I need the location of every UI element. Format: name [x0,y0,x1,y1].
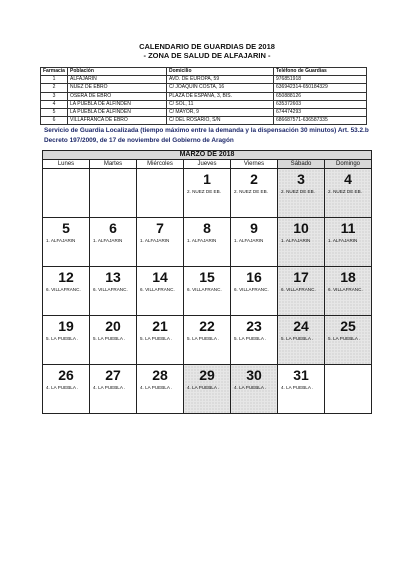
pharmacy-cell: C/ SOL, 11 [167,100,274,108]
on-duty-pharmacy: 6. VILLAFRANC. [281,287,316,292]
pharmacy-cell: ALFAJARIN [68,76,167,84]
calendar-day-cell [278,218,325,267]
calendar-day-cell [137,169,184,218]
calendar-day-cell [43,267,90,316]
on-duty-pharmacy: 2. NUEZ DE EB. [328,189,362,194]
day-number: 29 [199,367,215,383]
pharmacy-row [41,84,367,92]
calendar-day-cell [137,218,184,267]
on-duty-pharmacy: 5. LA PUEBLA . [187,336,220,341]
weekday-header: Domingo [325,160,372,169]
guard-service-note: Servicio de Guardia Localizada (tiempo máximo entre la demanda y la dispensación 30 minutos) Art. 53.2.b [44,127,369,134]
day-number: 17 [293,269,309,285]
weekday-header: Sábado [278,160,325,169]
on-duty-pharmacy: 4. LA PUEBLA . [46,385,79,390]
calendar-day-cell [231,365,278,414]
calendar-day-cell [137,365,184,414]
on-duty-pharmacy: 1. ALFAJARIN [234,238,264,243]
day-number: 24 [293,318,309,334]
day-number: 3 [297,171,305,187]
pharmacy-cell: C/ MAYOR, 9 [167,108,274,116]
day-number: 1 [203,171,211,187]
pharmacy-cell: LA PUEBLA DE ALFINDEN [68,100,167,108]
calendar-day-cell [137,316,184,365]
pharmacy-cell: 6 [41,117,68,125]
pharmacy-cell: 686687571-636587335 [274,117,367,125]
calendar-day-cell [90,267,137,316]
day-number: 4 [344,171,352,187]
pharmacy-cell: 650888126 [274,92,367,100]
on-duty-pharmacy: 1. ALFAJARIN [46,238,76,243]
document-title: CALENDARIO DE GUARDIAS DE 2018 [139,42,275,51]
calendar-day-cell [43,365,90,414]
pharmacy-row [41,108,367,116]
calendar-day-cell [278,365,325,414]
decree-note: Decreto 197/2009, de 17 de noviembre del Gobierno de Aragón [44,137,234,144]
day-number: 30 [246,367,262,383]
calendar-day-cell [90,218,137,267]
on-duty-pharmacy: 4. LA PUEBLA . [140,385,173,390]
day-number: 13 [105,269,121,285]
on-duty-pharmacy: 6. VILLAFRANC. [328,287,363,292]
on-duty-pharmacy: 4. LA PUEBLA . [281,385,314,390]
calendar-week [43,365,372,414]
day-number: 9 [250,220,258,236]
calendar-day-cell [231,267,278,316]
day-number: 6 [109,220,117,236]
calendar-week [43,169,372,218]
weekday-header: Lunes [43,160,90,169]
day-number: 10 [293,220,309,236]
calendar-day-cell [278,267,325,316]
pharmacy-cell: 636942314-650184329 [274,84,367,92]
on-duty-pharmacy: 6. VILLAFRANC. [93,287,128,292]
calendar-day-cell [184,267,231,316]
day-number: 12 [58,269,74,285]
column-header: Teléfono de Guardias [274,68,367,76]
calendar-day-cell [184,365,231,414]
calendar-week [43,316,372,365]
calendar-week [43,267,372,316]
calendar-day-cell [184,316,231,365]
on-duty-pharmacy: 2. NUEZ DE EB. [187,189,221,194]
calendar-day-cell [137,267,184,316]
pharmacy-cell: NUEZ DE EBRO [68,84,167,92]
pharmacy-cell: 4 [41,100,68,108]
on-duty-pharmacy: 2. NUEZ DE EB. [234,189,268,194]
day-number: 7 [156,220,164,236]
pharmacy-cell: 5 [41,108,68,116]
day-number: 2 [250,171,258,187]
day-number: 21 [152,318,168,334]
on-duty-pharmacy: 1. ALFAJARIN [93,238,123,243]
pharmacy-cell: 1 [41,76,68,84]
day-number: 27 [105,367,121,383]
day-number: 11 [340,220,356,236]
on-duty-pharmacy: 6. VILLAFRANC. [46,287,81,292]
calendar-day-cell [231,218,278,267]
day-number: 28 [152,367,168,383]
pharmacy-cell: 3 [41,92,68,100]
day-number: 8 [203,220,211,236]
day-number: 31 [293,367,309,383]
pharmacy-cell: AVD. DE EUROPA, 59 [167,76,274,84]
on-duty-pharmacy: 5. LA PUEBLA . [93,336,126,341]
on-duty-pharmacy: 5. LA PUEBLA . [140,336,173,341]
column-header: Farmacia [41,68,68,76]
pharmacy-cell: 976851918 [274,76,367,84]
weekday-header: Jueves [184,160,231,169]
calendar-day-cell [231,316,278,365]
pharmacy-row [41,100,367,108]
pharmacy-cell: C/ JOAQUIN COSTA, 16 [167,84,274,92]
pharmacy-cell: OSERA DE EBRO [68,92,167,100]
on-duty-pharmacy: 1. ALFAJARIN [187,238,217,243]
on-duty-pharmacy: 5. LA PUEBLA . [234,336,267,341]
on-duty-pharmacy: 5. LA PUEBLA . [281,336,314,341]
calendar-day-cell [43,316,90,365]
on-duty-pharmacy: 5. LA PUEBLA . [46,336,79,341]
calendar-day-cell [278,316,325,365]
calendar-day-cell [325,267,372,316]
pharmacy-table [40,67,367,125]
calendar-day-cell [184,218,231,267]
weekday-header: Viernes [231,160,278,169]
pharmacy-row [41,117,367,125]
on-duty-pharmacy: 6. VILLAFRANC. [187,287,222,292]
on-duty-pharmacy: 1. ALFAJARIN [328,238,358,243]
day-number: 16 [246,269,262,285]
day-number: 20 [105,318,121,334]
calendar-day-cell [90,365,137,414]
on-duty-pharmacy: 2. NUEZ DE EB. [281,189,315,194]
day-number: 14 [152,269,168,285]
calendar-day-cell [43,169,90,218]
month-label: MARZO DE 2018 [43,151,372,160]
day-number: 23 [246,318,262,334]
day-number: 15 [199,269,215,285]
pharmacy-cell: 674474293 [274,108,367,116]
calendar-day-cell [231,169,278,218]
pharmacy-cell: C/ DEL ROSARIO, S/N [167,117,274,125]
on-duty-pharmacy: 4. LA PUEBLA . [93,385,126,390]
column-header: Domicilio [167,68,274,76]
day-number: 25 [340,318,356,334]
pharmacy-cell: PLAZA DE ESPAÑA, 3, BIS. [167,92,274,100]
pharmacy-cell: LA PUEBLA DE ALFINDEN [68,108,167,116]
on-duty-pharmacy: 4. LA PUEBLA . [187,385,220,390]
pharmacy-cell: 635372603 [274,100,367,108]
day-number: 19 [58,318,74,334]
pharmacy-cell: VILLAFRANCA DE EBRO [68,117,167,125]
calendar-day-cell [325,218,372,267]
weekday-header: Martes [90,160,137,169]
pharmacy-cell: 2 [41,84,68,92]
day-number: 22 [199,318,215,334]
day-number: 5 [62,220,70,236]
on-duty-pharmacy: 6. VILLAFRANC. [234,287,269,292]
document-subtitle: - ZONA DE SALUD DE ALFAJARIN - [143,51,271,60]
pharmacy-row [41,76,367,84]
calendar-day-cell [325,316,372,365]
pharmacy-row [41,92,367,100]
calendar-day-cell [184,169,231,218]
calendar-week [43,218,372,267]
calendar-day-cell [43,218,90,267]
calendar-day-cell [90,316,137,365]
calendar-table [42,150,372,414]
on-duty-pharmacy: 6. VILLAFRANC. [140,287,175,292]
calendar-day-cell [325,365,372,414]
on-duty-pharmacy: 4. LA PUEBLA . [234,385,267,390]
calendar-day-cell [90,169,137,218]
on-duty-pharmacy: 1. ALFAJARIN [140,238,170,243]
weekday-header: Miércoles [137,160,184,169]
calendar-day-cell [325,169,372,218]
day-number: 18 [340,269,356,285]
on-duty-pharmacy: 5. LA PUEBLA . [328,336,361,341]
column-header: Población [68,68,167,76]
calendar-day-cell [278,169,325,218]
day-number: 26 [58,367,74,383]
on-duty-pharmacy: 1. ALFAJARIN [281,238,311,243]
pharmacy-table-header [41,68,367,76]
